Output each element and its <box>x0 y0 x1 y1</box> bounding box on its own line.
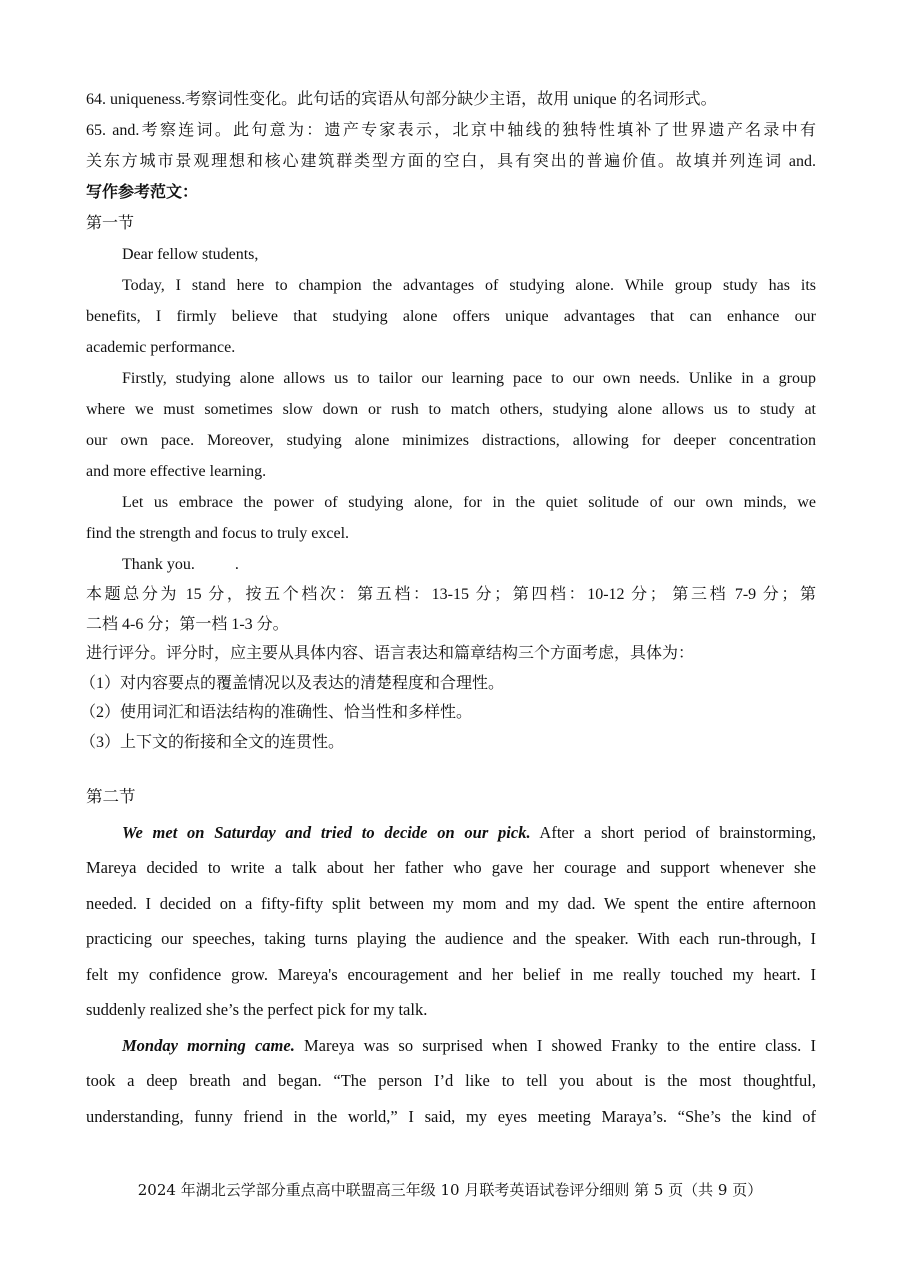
s2-p2-line3: understanding, funny friend in the world,” I said, my eyes meeting Maraya’s. “She’s the kind of <box>86 1106 816 1126</box>
s2-p2-lead: Monday morning came. <box>122 1035 295 1055</box>
section2 <box>86 779 816 1134</box>
s2-p1-lead: We met on Saturday and tried to decide on our pick. <box>122 822 531 842</box>
s1-p2-line1: Firstly, studying alone allows us to tailor our learning pace to our own needs. Unlike in a group <box>122 370 816 387</box>
s2-p1-line1-rest: After a short period of brainstorming, <box>530 822 816 842</box>
s2-p2-line1 <box>86 1028 816 1064</box>
letter-closing: Thank you. . <box>122 556 239 573</box>
section1-title: 第一节 <box>86 215 135 232</box>
s2-p2-line1-rest: Mareya was so surprised when I showed Franky to the entire class. I <box>294 1035 816 1055</box>
s1-p1-line3: academic performance. <box>86 339 236 356</box>
s1-p1-line2: benefits, I firmly believe that studying alone offers unique advantages that can enhance our <box>86 308 816 325</box>
scoring-line-2: 二档 4-6 分；第一档 1-3 分。 <box>86 615 289 633</box>
letter-greeting: Dear fellow students, <box>122 246 259 263</box>
s1-p1-line1: Today, I stand here to champion the advantages of studying alone. While group study has its <box>122 277 816 294</box>
scoring-item-3: （3）上下文的衔接和全文的连贯性。 <box>80 733 345 751</box>
answer-64: 64. uniqueness.考察词性变化。此句话的宾语从句部分缺少主语，故用 unique 的名词形式。 <box>86 91 717 108</box>
s1-p2-line2: where we must sometimes slow down or rush to match others, studying alone allows us to study at <box>86 401 816 418</box>
scoring-item-1: （1）对内容要点的覆盖情况以及表达的清楚程度和合理性。 <box>80 674 505 692</box>
document-page <box>80 84 816 1134</box>
scoring-line-1: 本题总分为 15 分，按五个档次：第五档：13-15 分；第四档：10-12 分； 第三档 7-9 分；第 <box>86 586 816 603</box>
s2-p1-line2: Mareya decided to write a talk about her father who gave her courage and support whenever she <box>86 858 816 877</box>
s2-p1-line6: suddenly realized she’s the perfect pick for my talk. <box>86 1000 428 1019</box>
s2-p1-line3: needed. I decided on a fifty-fifty split between my mom and my dad. We spent the entire afternoon <box>86 893 816 913</box>
s1-p3-line1: Let us embrace the power of studying alone, for in the quiet solitude of our own minds, we <box>122 494 816 511</box>
s2-p1-line4: practicing our speeches, taking turns playing the audience and the speaker. With each run-through, I <box>86 929 816 948</box>
s2-p1-line5: felt my confidence grow. Mareya's encouragement and her belief in me really touched my heart. I <box>86 964 816 984</box>
s1-p2-line3: our own pace. Moreover, studying alone minimizes distractions, allowing for deeper concentration <box>86 432 816 449</box>
page-footer: 2024 年湖北云学部分重点高中联盟高三年级 10 月联考英语试卷评分细则 第 5 页（共 9 页） <box>137 1181 763 1199</box>
s1-p2-line4: and more effective learning. <box>86 463 267 480</box>
section2-title: 第二节 <box>86 787 136 806</box>
scoring-line-3: 进行评分。评分时，应主要从具体内容、语言表达和篇章结构三个方面考虑，具体为： <box>86 645 695 662</box>
answer-65-line1: 65. and.考察连词。此句意为：遗产专家表示，北京中轴线的独特性填补了世界遗产名录中有 <box>86 122 816 139</box>
s1-p3-line2: find the strength and focus to truly excel. <box>86 525 350 542</box>
answer-65-line2: 关东方城市景观理想和核心建筑群类型方面的空白，具有突出的普遍价值。故填并列连词 and. <box>86 153 816 170</box>
scoring-criteria <box>80 580 816 757</box>
s2-p1-line1 <box>86 815 816 851</box>
writing-heading: 写作参考范文： <box>86 184 199 201</box>
scoring-item-2: （2）使用词汇和语法结构的准确性、恰当性和多样性。 <box>80 704 473 721</box>
s2-p2-line2: took a deep breath and began. “The person I’d like to tell you about is the most thoughtful, <box>86 1071 816 1090</box>
